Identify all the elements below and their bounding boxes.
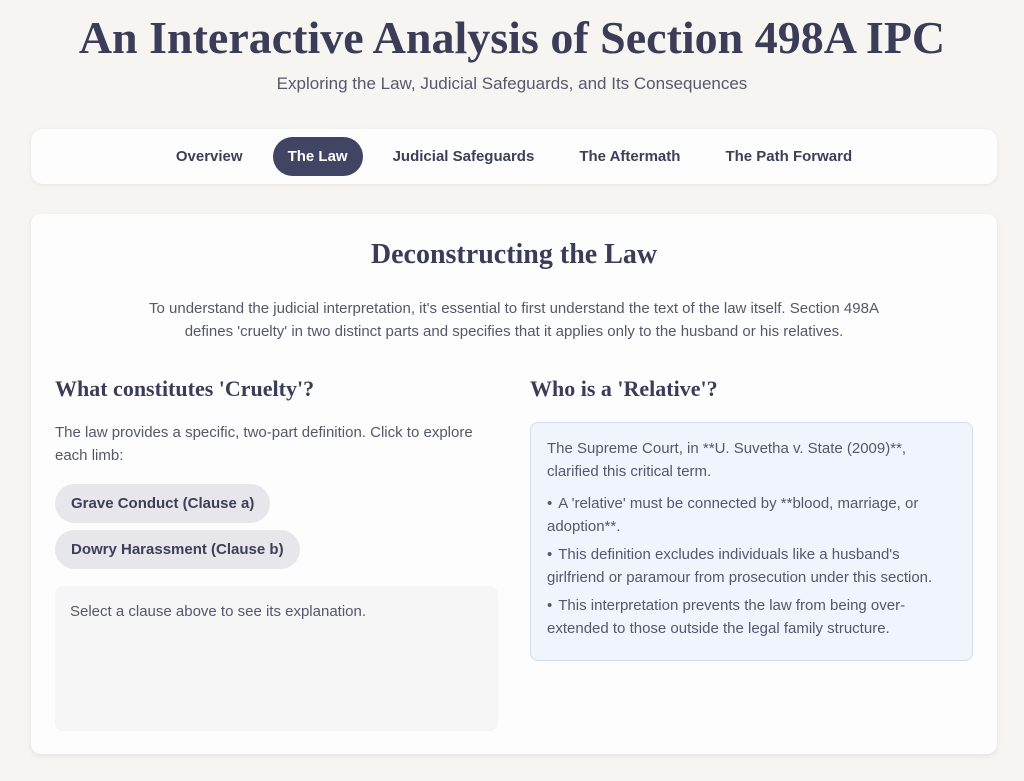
section-intro: To understand the judicial interpretation, it's essential to first understand the text of the law itself. Section 498A defines 'cruelty' in two distinct parts and specifies that it applies only to the husband or his relatives. xyxy=(149,300,879,340)
page-subtitle: Exploring the Law, Judicial Safeguards, and Its Consequences xyxy=(276,74,748,93)
page-title: An Interactive Analysis of Section 498A IPC xyxy=(78,12,946,63)
tab-judicial-safeguards[interactable]: Judicial Safeguards xyxy=(392,148,535,165)
relative-bullet-text: This definition excludes individuals like a husband's girlfriend or paramour from prosecution under this section. xyxy=(547,546,933,586)
tab-the-aftermath[interactable]: The Aftermath xyxy=(579,148,681,165)
relative-bullet-text: A 'relative' must be connected by **blood, marriage, or adoption**. xyxy=(547,495,919,535)
cruelty-description: The law provides a specific, two-part definition. Click to explore each limb: xyxy=(55,424,473,464)
relative-bullet xyxy=(547,543,956,589)
relative-bullet xyxy=(547,492,956,538)
bullet-dot-icon: • xyxy=(547,495,553,512)
tab-the-law[interactable]: The Law xyxy=(273,137,363,176)
cruelty-heading: What constitutes 'Cruelty'? xyxy=(55,376,315,401)
dowry-harassment-button[interactable]: Dowry Harassment (Clause b) xyxy=(55,530,300,569)
relative-heading: Who is a 'Relative'? xyxy=(530,376,718,401)
tab-the-path-forward[interactable]: The Path Forward xyxy=(725,148,853,165)
content-card xyxy=(31,214,997,754)
bullet-dot-icon: • xyxy=(547,597,553,614)
clause-explanation-placeholder: Select a clause above to see its explanation. xyxy=(70,603,367,620)
clause-explanation-panel xyxy=(55,586,498,731)
relative-bullet xyxy=(547,594,956,640)
grave-conduct-button[interactable]: Grave Conduct (Clause a) xyxy=(55,484,270,523)
relative-bullet-text: This interpretation prevents the law from being over-extended to those outside the legal family structure. xyxy=(547,597,906,637)
tab-overview[interactable]: Overview xyxy=(175,148,243,165)
relative-intro: The Supreme Court, in **U. Suvetha v. State (2009)**, clarified this critical term. xyxy=(547,440,907,480)
bullet-dot-icon: • xyxy=(547,546,553,563)
relative-info-box xyxy=(530,422,973,661)
main-nav xyxy=(31,129,997,184)
section-title: Deconstructing the Law xyxy=(370,239,658,270)
